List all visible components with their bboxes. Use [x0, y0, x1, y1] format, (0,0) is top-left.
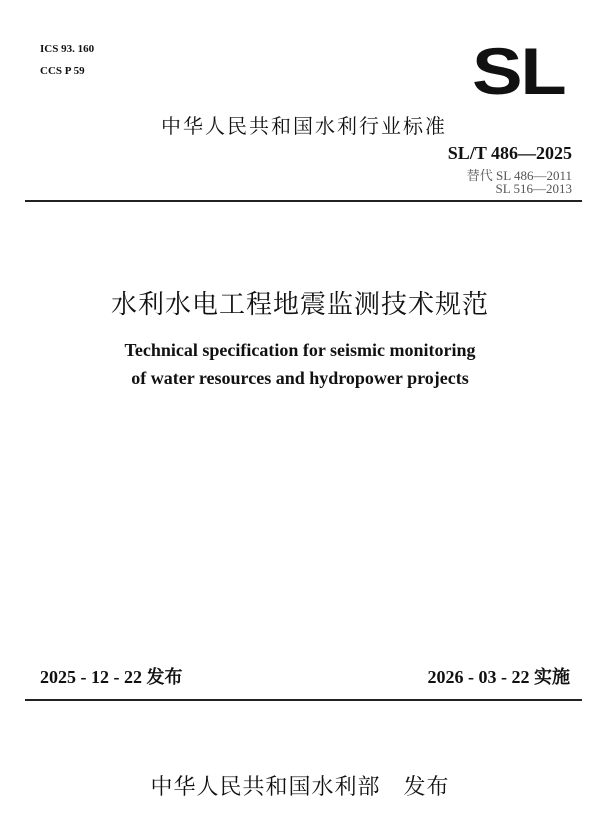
- title-english-line: Technical specification for seismic monitoring: [124, 340, 476, 360]
- replaces-line: SL 516—2013: [495, 181, 572, 196]
- standard-number: SL/T 486—2025: [447, 143, 572, 163]
- implement-date: 2026 - 03 - 22 实施: [427, 667, 570, 687]
- publisher: 中华人民共和国水利部 发布: [150, 775, 450, 800]
- bottom-divider: [25, 699, 582, 701]
- title-chinese: 水利水电工程地震监测技术规范: [110, 290, 489, 320]
- top-divider: [25, 200, 582, 202]
- standard-category: 中华人民共和国水利行业标准: [161, 114, 447, 138]
- replaces-line: 替代 SL 486—2011: [466, 168, 572, 183]
- title-english-line: of water resources and hydropower projects: [131, 368, 469, 388]
- sl-logo: SL: [472, 34, 565, 108]
- ccs-code: CCS P 59: [40, 65, 85, 77]
- ics-code: ICS 93. 160: [40, 43, 95, 55]
- issue-date: 2025 - 12 - 22 发布: [40, 667, 183, 687]
